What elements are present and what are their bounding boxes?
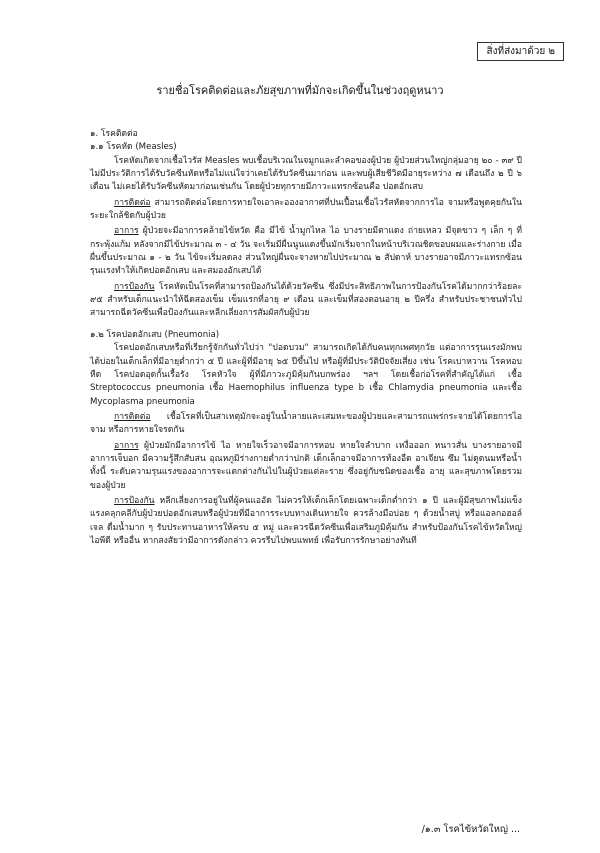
pneumonia-transmission: การติดต่อ เชื้อโรคที่เป็นสาเหตุมักจะอยู่ในน้ำลายและเสมหะของผู้ป่วยและสามารถแพร่กระจายได้โดยการไอ จาม หรือการหายใจรดกัน [90, 411, 522, 436]
measles-prevention: การป้องกัน โรคหัดเป็นโรคที่สามารถป้องกันได้ด้วยวัคซีน ซึ่งมีประสิทธิภาพในการป้องกันโรคได้มากกว่าร้อยละ ๙๕ สำหรับเด็กแนะนำให้ฉีดสองเข็ม เข็มแรกที่อายุ ๙ เดือน และเข็มที่สองตอนอายุ ๒ ปีครึ่ง สำหรับประชาชนทั่วไปสามารถฉีดวัคซีนเพื่อป้องกันและหลีกเลี่ยงการสัมผัสกับผู้ป่วย [90, 281, 522, 319]
pneumonia-symptoms: อาการ ผู้ป่วยมักมีอาการไข้ ไอ หายใจเร็วอาจมีอาการหอบ หายใจลำบาก เหงื่อออก หนาวสั่น บางรายอาจมีอาการเจ็บอก มีความรู้สึกสับสน อุณหภูมิร่างกายต่ำกว่าปกติ เด็กเล็กอาจมีอาการท้องอืด อาเจียน ซึม ไม่ดูดนมหรือน้ำ ทั้งนี้ ระดับความรุนแรงของอาการจะแตกต่างกันไปในผู้ป่วยแต่ละราย ซึ่งอยู่กับชนิดของเชื้อ อายุ และสุขภาพโดยรวมของผู้ป่วย [90, 440, 522, 491]
pneumonia-prevention: การป้องกัน หลีกเลี่ยงการอยู่ในที่ผู้คนแออัด ไม่ควรให้เด็กเล็กโดยเฉพาะเด็กต่ำกว่า ๑ ปี และผู้มีสุขภาพไม่แข็งแรงคลุกคลีกับผู้ป่วยปอดอักเสบหรือผู้ป่วยที่มีอาการระบบทางเดินหายใจ ควรล้างมือบ่อย ๆ ด้วยน้ำสบู่ หรือแอลกอฮอล์เจล ดื่มน้ำมาก ๆ รับประทานอาหารให้ครบ ๕ หมู่ และควรฉีดวัคซีนเพื่อเสริมภูมิคุ้มกัน สำหรับป้องกันโรคไข้หวัดใหญ่ ไอพีดี หรืออื่น หากสงสัยว่ามีอาการดังกล่าว ควรรีบไปพบแพทย์ เพื่อรับการรักษาอย่างทันที [90, 495, 522, 546]
document-body [90, 128, 522, 548]
symptoms-label: อาการ [114, 440, 139, 451]
measles-symptoms: อาการ ผู้ป่วยจะมีอาการคล้ายไข้หวัด คือ มีไข้ น้ำมูกไหล ไอ บางรายมีตาแดง ถ่ายเหลว มีจุดขาว ๆ เล็ก ๆ ที่กระพุ้งแก้ม หลังจากมีไข้ประมาณ ๓ - ๔ วัน จะเริ่มมีผื่นนูนแดงขึ้นมักเริ่มจากในหน้าบริเวณชิดขอบผมและร่างกาย เมื่อผื่นขึ้นประมาณ ๑ - ๒ วัน ไข้จะเริ่มลดลง ส่วนใหญ่ผื่นจะจางหายไปประมาณ ๒ สัปดาห์ บางรายอาจมีภาวะแทรกซ้อนรุนแรงทำให้เกิดปอดอักเสบ และสมองอักเสบได้ [90, 226, 522, 277]
measles-transmission: การติดต่อ สามารถติดต่อโดยการหายใจเอาละอองอากาศที่ปนเปื้อนเชื้อไวรัสหัดจากการไอ จามหรือพูดคุยกันในระยะใกล้ชิดกับผู้ป่วย [90, 197, 522, 222]
transmission-label: การติดต่อ [114, 197, 151, 208]
document-title: รายชื่อโรคติดต่อและภัยสุขภาพที่มักจะเกิดขึ้นในช่วงฤดูหนาว [156, 84, 444, 97]
prevention-label: การป้องกัน [114, 495, 155, 506]
measles-intro: โรคหัดเกิดจากเชื้อไวรัส Measles พบเชื้อบริเวณในจมูกและลำคอของผู้ป่วย ผู้ป่วยส่วนใหญ่กลุ่มอายุ ๒๐ - ๓๙ ปี ไม่มีประวัติการได้รับวัคซีนหัดหรือไม่แน่ใจว่าเคยได้รับวัคซีนมาก่อน และพบผู้เสียชีวิตมีอายุระหว่าง ๗ เดือนถึง ๒ ปี ๖ เดือน ไม่เคยได้รับวัคซีนหัดมาก่อนเช่นกัน โดยผู้ป่วยทุกรายมีภาวะแทรกซ้อนคือ ปอดอักเสบ [90, 155, 522, 193]
measles-heading: ๑.๑ โรคหัด (Measles) [90, 142, 177, 153]
attachment-label: สิ่งที่ส่งมาด้วย ๒ [477, 42, 564, 61]
prevention-label: การป้องกัน [114, 281, 155, 292]
pneumonia-intro: โรคปอดอักเสบหรือที่เรียกรู้จักกันทั่วไปว่า "ปอดบวม" สามารถเกิดได้กับคนทุกเพศทุกวัย แต่อาการรุนแรงมักพบได้บ่อยในเด็กเล็กที่มีอายุต่ำกว่า ๕ ปี และผู้ที่มีอายุ ๖๕ ปีขึ้นไป หรือผู้ที่มีประวัติปัจจัยเสี่ยง เช่น โรคเบาหวาน โรคหอบหืด โรคปอดอุดกั้นเรื้อรัง โรคหัวใจ ผู้ที่มีภาวะภูมิคุ้มกันบกพร่อง ฯลฯ โดยเชื้อก่อโรคที่สำคัญได้แก่ เชื้อ Streptococcus pneumonia เชื้อ Haemophilus influenza type b เชื้อ Chlamydia pneumonia และเชื้อ Mycoplasma pneumonia [90, 343, 522, 407]
symptoms-label: อาการ [114, 226, 139, 237]
pneumonia-heading: ๑.๒ โรคปอดอักเสบ (Pneumonia) [90, 329, 220, 340]
next-page-marker: /๑.๓ โรคไข้หวัดใหญ่ ... [421, 824, 520, 835]
section-heading: ๑. โรคติดต่อ [90, 129, 138, 139]
transmission-label: การติดต่อ [114, 411, 151, 422]
